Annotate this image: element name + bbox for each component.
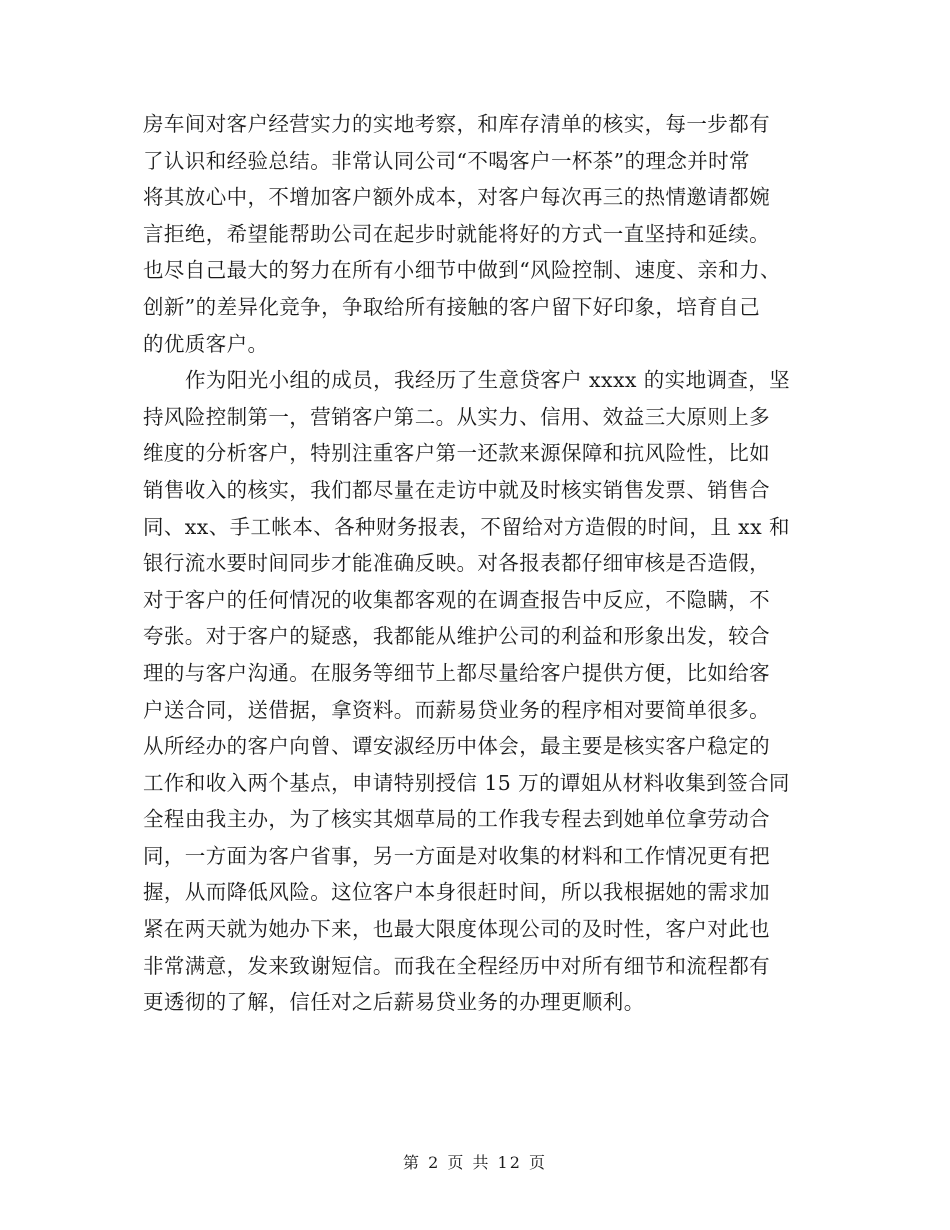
text-line: 从所经办的客户向曾、谭安淑经历中体会，最主要是核实客户稳定的 bbox=[143, 734, 770, 759]
paragraph-2 bbox=[143, 362, 808, 1021]
text-line: 同、xx、手工帐本、各种财务报表，不留给对方造假的时间，且 xx 和 bbox=[143, 514, 790, 539]
text-line: 言拒绝，希望能帮助公司在起步时就能将好的方式一直坚持和延续。 bbox=[143, 221, 770, 246]
text-line: 持风险控制第一，营销客户第二。从实力、信用、效益三大原则上多 bbox=[143, 404, 770, 429]
text-line: 工作和收入两个基点，申请特别授信 15 万的谭姐从材料收集到签合同 bbox=[143, 770, 790, 795]
text-line: 也尽自己最大的努力在所有小细节中做到“风险控制、速度、亲和力、 bbox=[143, 258, 781, 283]
text-line: 对于客户的任何情况的收集都客观的在调查报告中反应，不隐瞒，不 bbox=[143, 587, 770, 612]
text-line: 房车间对客户经营实力的实地考察，和库存清单的核实，每一步都有 bbox=[143, 112, 770, 136]
text-line: 银行流水要时间同步才能准确反映。对各报表都仔细审核是否造假， bbox=[143, 551, 770, 576]
text-line: 将其放心中，不增加客户额外成本，对客户每次再三的热情邀请都婉 bbox=[143, 185, 770, 210]
text-line: 握，从而降低风险。这位客户本身很赶时间，所以我根据她的需求加 bbox=[143, 880, 770, 905]
text-line: 创新”的差异化竞争，争取给所有接触的客户留下好印象，培育自己 bbox=[143, 294, 760, 319]
text-line: 了认识和经验总结。非常认同公司“不喝客户一杯茶”的理念并时常 bbox=[143, 148, 750, 173]
text-line: 同，一方面为客户省事，另一方面是对收集的材料和工作情况更有把 bbox=[143, 843, 770, 868]
text-line: 紧在两天就为她办下来，也最大限度体现公司的及时性，客户对此也 bbox=[143, 917, 770, 942]
text-line: 的优质客户。 bbox=[143, 331, 269, 356]
paragraph-1 bbox=[143, 106, 808, 362]
text-line: 销售收入的核实，我们都尽量在走访中就及时核实销售发票、销售合 bbox=[143, 477, 770, 502]
text-line: 作为阳光小组的成员，我经历了生意贷客户 xxxx 的实地调查，坚 bbox=[185, 368, 791, 393]
text-line: 理的与客户沟通。在服务等细节上都尽量给客户提供方便，比如给客 bbox=[143, 660, 770, 685]
text-line: 非常满意，发来致谢短信。而我在全程经历中对所有细节和流程都有 bbox=[143, 953, 770, 978]
text-line: 夸张。对于客户的疑惑，我都能从维护公司的利益和形象出发，较合 bbox=[143, 624, 770, 649]
text-line: 更透彻的了解，信任对之后薪易贷业务的办理更顺利。 bbox=[143, 990, 645, 1015]
page-number-footer: 第 2 页 共 12 页 bbox=[403, 1153, 547, 1172]
text-line: 户送合同，送借据，拿资料。而薪易贷业务的程序相对要简单很多。 bbox=[143, 697, 770, 722]
text-line: 维度的分析客户，特别注重客户第一还款来源保障和抗风险性，比如 bbox=[143, 441, 770, 466]
text-line: 全程由我主办，为了核实其烟草局的工作我专程去到她单位拿劳动合 bbox=[143, 807, 770, 832]
document-body bbox=[143, 106, 808, 1021]
